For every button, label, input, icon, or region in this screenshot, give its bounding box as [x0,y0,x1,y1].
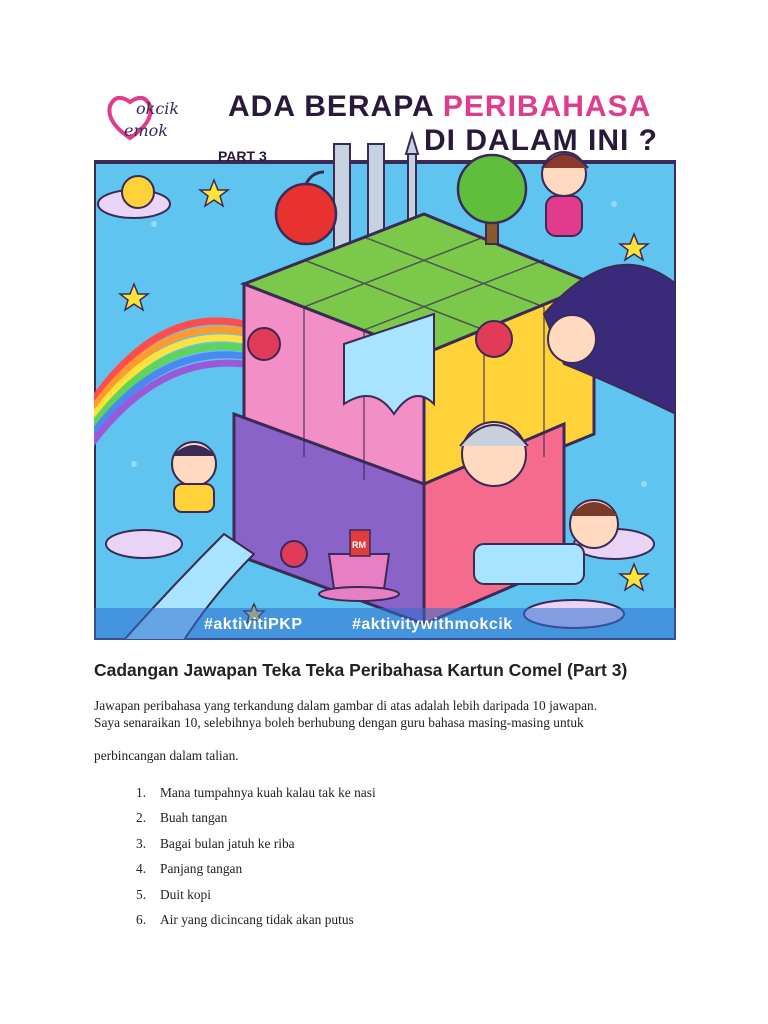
intro-paragraph-line-2: Saya senaraikan 10, selebihnya boleh berhubung dengan guru bahasa masing-masing untuk [94,715,584,730]
logo-text-2: emok [124,121,168,140]
intro-paragraph-line-1: Jawapan peribahasa yang terkandung dalam gambar di atas adalah lebih daripada 10 jawapan. [94,698,598,713]
mokcik-gemok-logo [102,88,212,148]
sun-icon [122,176,154,208]
hashtag-aktivity-with-mokcik: #aktivitywithmokcik [352,616,513,633]
poster-part-label: PART 3 [218,148,267,164]
poster-title-line2: DI DALAM INI ? [424,124,658,157]
logo-text: okcik [136,99,180,118]
intro-paragraph-line-3: perbincangan dalam talian. [94,748,239,763]
grandma-character-icon [460,422,528,486]
boy-character-icon [172,442,216,512]
peribahasa-illustration [94,84,676,640]
document-page: RM ADA BERAPA PERIBAHASA DI DALAM INI ? PART 3 okcik emok #aktivitiPKP #aktivitywithmokcik Cadangan Jawapan Teka Teka Peribahasa Kartun Comel (Part 3) Jawapan peribahasa yang terkandung dalam gambar di atas adalah lebih daripada 10 jawapan. Saya senaraikan 10, selebihnya boleh berhubung dengan guru bahasa masing-masing untuk perbincangan dalam talian. 1. Mana tumpahnya kuah kalau tak ke nasi 2. Buah tangan 3. Bagai bulan jatuh ke riba 4. Panjang tangan 5. Duit kopi 6. Air yang dicincang tidak akan putus [0,0,768,1024]
cup-label: RM [352,540,366,550]
poster-title [228,90,651,124]
hashtag-aktiviti-pkp: #aktivitiPKP [204,616,303,633]
illustration-svg [94,84,676,640]
article-heading: Cadangan Jawapan Teka Teka Peribahasa Kartun Comel (Part 3) [94,660,628,680]
poster-title-part1: ADA BERAPA [228,90,443,123]
poster-title-accent: PERIBAHASA [442,90,652,123]
